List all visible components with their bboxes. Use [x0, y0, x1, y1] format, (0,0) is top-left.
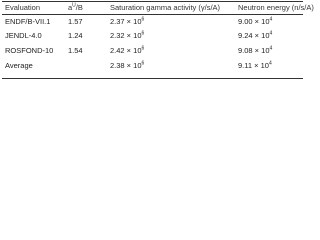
cell-energy [238, 30, 306, 42]
header-library: Evaluation [5, 3, 41, 12]
activity-exponent: 6 [141, 30, 145, 37]
table-header-rule [2, 14, 303, 15]
activity-exponent: 6 [141, 45, 145, 52]
header-ratio-suffix: /B [75, 3, 83, 12]
activity-mantissa: 2.42 × 10 [110, 46, 142, 55]
energy-mantissa: 9.24 × 10 [238, 31, 270, 40]
table-row [2, 60, 303, 72]
cell-activity [110, 45, 230, 57]
table-row [2, 45, 303, 57]
table-bottom-rule [2, 78, 303, 79]
header-ratio-sup: U [72, 2, 76, 9]
header-ratio-symbol: a [68, 3, 73, 12]
cell-library: Average [5, 61, 33, 70]
cell-energy [238, 60, 306, 72]
table-header-row [2, 2, 314, 14]
cell-energy [238, 16, 306, 28]
cell-library: ENDF/B-VII.1 [5, 17, 51, 26]
cell-ratio [68, 60, 100, 72]
table-row [2, 16, 303, 28]
cell-library: JENDL-4.0 [5, 31, 42, 40]
cell-activity [110, 60, 230, 72]
cell-activity [110, 16, 230, 28]
energy-mantissa: 9.08 × 10 [238, 46, 270, 55]
activity-exponent: 6 [141, 16, 145, 23]
energy-exponent: 4 [268, 60, 272, 67]
cell-ratio: 1.24 [68, 31, 83, 40]
energy-exponent: 4 [269, 30, 273, 37]
header-energy: Neutron energy (n/s/A) [238, 3, 314, 12]
activity-mantissa: 2.37 × 10 [110, 17, 142, 26]
data-table [0, 0, 314, 81]
cell-ratio: 1.54 [68, 46, 83, 55]
table-row [2, 30, 303, 42]
activity-mantissa: 2.38 × 10 [110, 61, 142, 70]
cell-activity [110, 30, 230, 42]
cell-ratio: 1.57 [68, 17, 83, 26]
energy-exponent: 4 [269, 45, 273, 52]
energy-exponent: 4 [269, 16, 273, 23]
header-activity: Saturation gamma activity (γ/s/A) [110, 3, 221, 12]
cell-energy [238, 45, 306, 57]
energy-mantissa: 9.00 × 10 [238, 17, 270, 26]
activity-mantissa: 2.32 × 10 [110, 31, 142, 40]
activity-exponent: 6 [141, 60, 145, 67]
energy-mantissa: 9.11 × 10 [238, 61, 269, 70]
header-ratio [68, 2, 100, 14]
cell-library: ROSFOND-10 [5, 46, 54, 55]
